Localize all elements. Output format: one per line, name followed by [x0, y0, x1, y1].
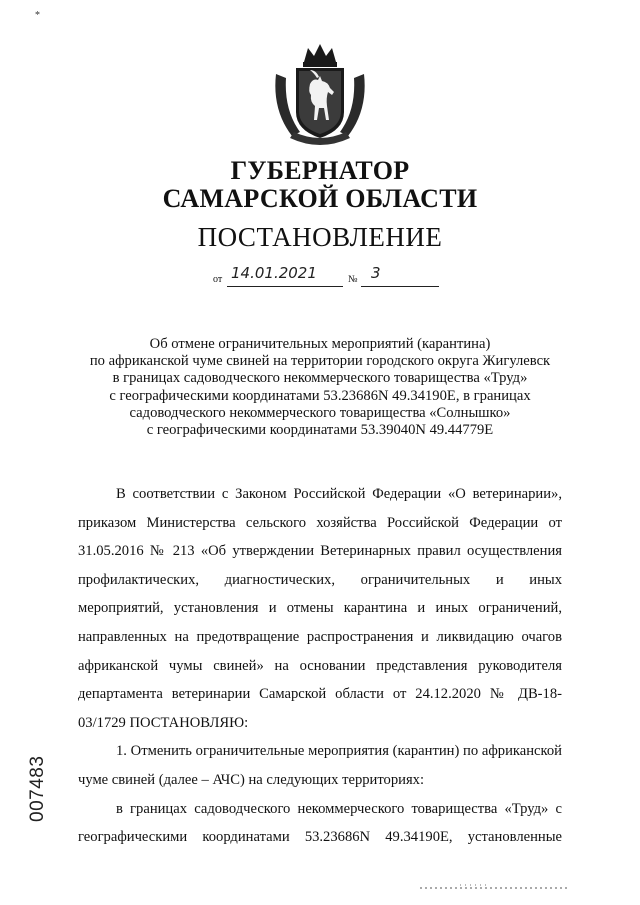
body-paragraph-territory: в границах садоводческого некоммерческого товарищества «Труд» с географическими координатами 53.23686N 49.34190E, установленные — [78, 800, 562, 846]
number-prefix: № — [348, 274, 358, 285]
date-value: 14.01.2021 — [231, 264, 317, 282]
body-paragraph-preamble: В соответствии с Законом Российской Федерации «О ветеринарии», приказом Министерства сельского хозяйства Российской Федерации от 31.05.2016 № 213 «Об утверждении Ветеринарных правил осуществления профилактических, диагностических, ограничительных и иных мероприятий, установления и отмены карантина и иных ограничений, направленных на предотвращение распространения и ликвидацию очагов африканской чумы свиней» на основании представления руководителя департамента ветеринарии Самарской области от 24.12.2020 № ДВ-18-03/1729 ПОСТАНОВЛЯЮ: — [78, 486, 562, 731]
document-body — [78, 480, 562, 852]
title-line: садоводческого некоммерческого товарищества «Солнышко» — [129, 404, 511, 421]
header-region: САМАРСКОЙ ОБЛАСТИ — [162, 184, 478, 213]
document-type: ПОСТАНОВЛЕНИЕ — [197, 222, 443, 252]
title-line: с географическими координатами 53.23686N 49.34190E, в границах — [109, 387, 531, 404]
number-value: 3 — [371, 264, 381, 282]
samara-coat-of-arms-icon — [270, 40, 370, 148]
title-line: с географическими координатами 53.39040N 49.44779E — [146, 422, 494, 439]
title-line: в границах садоводческого некоммерческого товарищества «Труд» — [112, 370, 528, 387]
header-governor: ГУБЕРНАТОР — [230, 156, 410, 185]
document-title — [60, 336, 580, 439]
date-number-line — [213, 266, 443, 288]
scan-artifact — [420, 882, 570, 892]
date-prefix: от — [213, 274, 223, 285]
body-paragraph-item-1: 1. Отменить ограничительные мероприятия (карантин) по африканской чуме свиней (далее – АЧС) на следующих территориях: — [78, 743, 562, 788]
corner-mark: * — [35, 10, 40, 21]
title-line: Об отмене ограничительных мероприятий (карантина) — [149, 336, 491, 352]
registration-number: 007483 — [27, 755, 48, 822]
title-line: по африканской чуме свиней на территории городского округа Жигулевск — [89, 353, 551, 370]
